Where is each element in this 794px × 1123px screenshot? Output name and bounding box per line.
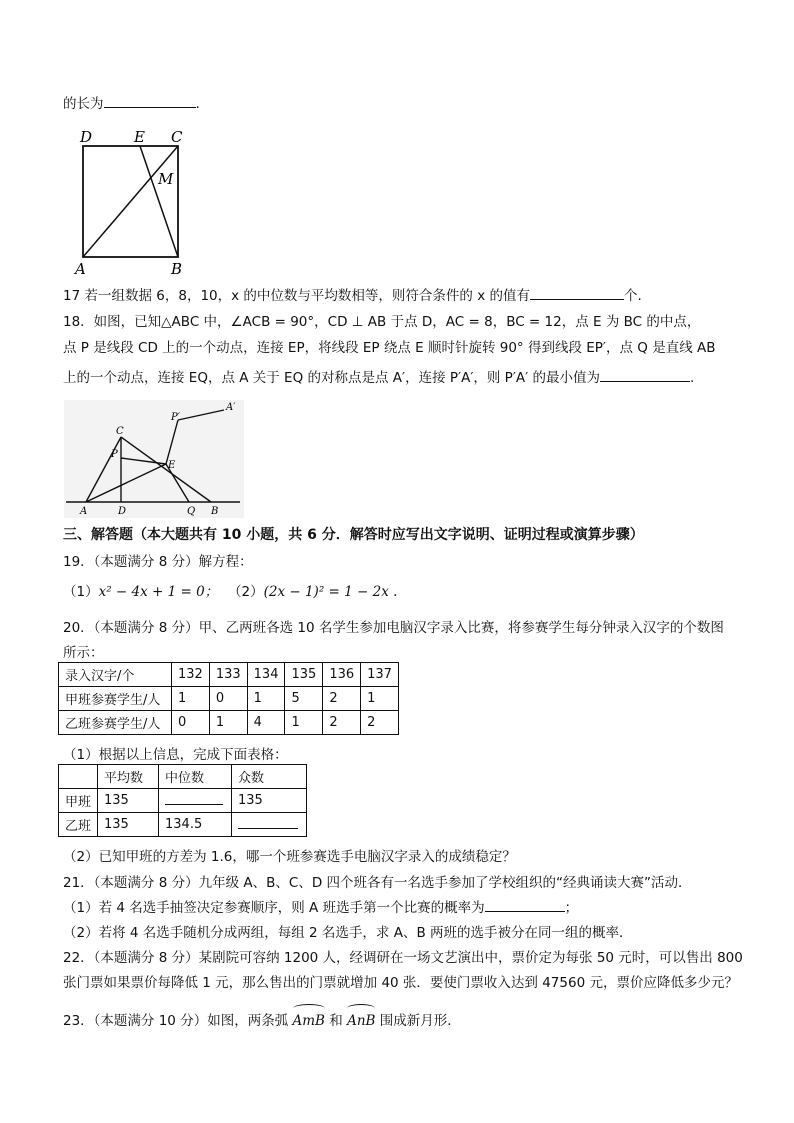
table-cell: 4 bbox=[247, 711, 285, 735]
table-header-row bbox=[59, 765, 307, 789]
mean-cell: 135 bbox=[98, 789, 159, 813]
label-q: Q bbox=[187, 506, 196, 517]
table-cell: 1 bbox=[209, 711, 247, 735]
diagonal-ac bbox=[83, 146, 178, 257]
mode-cell: 135 bbox=[232, 789, 307, 813]
median-cell: 134.5 bbox=[159, 813, 232, 837]
table-header-cell: 133 bbox=[209, 663, 247, 687]
table-cell: 2 bbox=[361, 711, 399, 735]
label-a-prime: A′ bbox=[226, 402, 236, 413]
row-label: 甲班 bbox=[59, 789, 98, 813]
question-22-line-1: 22．（本题满分 8 分）某剧院可容纳 1200 人，经调研在一场文艺演出中，票价定为每张 50 元时，可以售出 800 bbox=[63, 950, 743, 966]
question-20-part-2: （2）已知甲班的方差为 1.6，哪一个班参赛选手电脑汉字录入的成绩稳定？ bbox=[63, 849, 516, 865]
label-c: C bbox=[116, 426, 124, 437]
table-cell: 2 bbox=[323, 687, 361, 711]
table-header-cell bbox=[59, 765, 98, 789]
question-19-intro: 19．（本题满分 8 分）解方程： bbox=[63, 554, 253, 570]
median-cell bbox=[159, 789, 232, 813]
table-cell: 0 bbox=[209, 687, 247, 711]
table-cell: 1 bbox=[247, 687, 285, 711]
question-22-line-2: 张门票如果票价每降低 1 元，那么售出的门票就增加 40 张．要使门票收入达到 47560 元，票价应降低多少元？ bbox=[63, 975, 738, 991]
figure-rectangle-abcd bbox=[70, 128, 190, 278]
arc-anb: AnB bbox=[347, 1013, 375, 1029]
label-p-prime: P′ bbox=[171, 412, 180, 423]
arc-amb: AmB bbox=[293, 1013, 325, 1029]
section-heading: 三、解答题（本大题共有 10 小题，共 6 分．解答时应写出文字说明、证明过程或演算步骤） bbox=[63, 527, 644, 543]
question-23: 23．（本题满分 10 分）如图，两条弧 AmB 和 AnB 围成新月形． bbox=[63, 1009, 461, 1029]
table-header-label: 录入汉字/个 bbox=[59, 663, 172, 687]
segment-eb bbox=[140, 146, 178, 257]
table-cell: 1 bbox=[285, 711, 323, 735]
table-header-cell: 136 bbox=[323, 663, 361, 687]
label-a: A bbox=[75, 260, 86, 278]
mode-cell bbox=[232, 813, 307, 837]
label-m: M bbox=[158, 170, 174, 188]
table-cell: 1 bbox=[172, 687, 210, 711]
statistics-table bbox=[58, 764, 307, 837]
table-row bbox=[59, 813, 307, 837]
label-d: D bbox=[80, 128, 93, 146]
arc-mark-icon bbox=[347, 1004, 375, 1013]
label-e: E bbox=[168, 460, 176, 471]
answer-blank bbox=[238, 816, 298, 829]
question-18-line-2: 点 P 是线段 CD 上的一个动点，连接 EP，将线段 EP 绕点 E 顺时针旋转 90° 得到线段 EP′，点 Q 是直线 AB bbox=[63, 340, 716, 356]
question-18-line-3: 上的一个动点，连接 EQ，点 A 关于 EQ 的对称点是点 A′，连接 P′A′，则 P′A′ 的最小值为 . bbox=[63, 370, 695, 386]
table-header-row bbox=[59, 663, 399, 687]
question-21-part-1: （1）若 4 名选手抽签决定参赛顺序，则 A 班选手第一个比赛的概率为 ； bbox=[63, 900, 579, 916]
row-label: 乙班参赛学生/人 bbox=[59, 711, 172, 735]
question-19-part-2: （2）(2x − 1)² = 1 − 2x . bbox=[228, 584, 398, 600]
answer-blank bbox=[485, 899, 565, 912]
question-21-intro: 21．（本题满分 8 分）九年级 A、B、C、D 四个班各有一名选手参加了学校组织的“经典诵读大赛”活动． bbox=[63, 875, 692, 891]
table-header-cell: 平均数 bbox=[98, 765, 159, 789]
table-row bbox=[59, 687, 399, 711]
arc-mark-icon bbox=[293, 1004, 325, 1013]
table-header-cell: 132 bbox=[172, 663, 210, 687]
table-cell: 2 bbox=[323, 711, 361, 735]
label-e: E bbox=[134, 128, 145, 146]
question-21-part-2: （2）若将 4 名选手随机分成两组，每组 2 名选手，求 A、B 两班的选手被分在同一组的概率． bbox=[63, 925, 633, 941]
table-cell: 5 bbox=[285, 687, 323, 711]
label-d: D bbox=[118, 506, 127, 517]
question-19-part-1: （1）x² − 4x + 1 = 0； bbox=[63, 584, 219, 600]
label-b: B bbox=[171, 260, 183, 278]
row-label: 乙班 bbox=[59, 813, 98, 837]
table-header-cell: 137 bbox=[361, 663, 399, 687]
label-a: A bbox=[80, 506, 88, 517]
table-row bbox=[59, 789, 307, 813]
table-header-cell: 135 bbox=[285, 663, 323, 687]
question-18-line-1: 18．如图，已知△ABC 中，∠ACB = 90°，CD ⊥ AB 于点 D，AC = 8，BC = 12，点 E 为 BC 的中点， bbox=[63, 314, 701, 330]
row-label: 甲班参赛学生/人 bbox=[59, 687, 172, 711]
q16-line: 的长为 . bbox=[63, 96, 200, 112]
question-20-line-2: 所示： bbox=[63, 645, 104, 661]
score-table bbox=[58, 662, 399, 735]
label-c: C bbox=[171, 128, 183, 146]
answer-blank bbox=[165, 792, 223, 805]
table-header-cell: 众数 bbox=[232, 765, 307, 789]
answer-blank bbox=[600, 369, 690, 382]
answer-blank bbox=[104, 95, 196, 108]
label-b: B bbox=[211, 506, 219, 517]
question-17: 17 若一组数据 6，8，10，x 的中位数与平均数相等，则符合条件的 x 的值有 个. bbox=[63, 288, 642, 304]
table-row bbox=[59, 711, 399, 735]
figure-triangle-abc bbox=[64, 400, 244, 518]
table-cell: 1 bbox=[361, 687, 399, 711]
question-20-line-1: 20．（本题满分 8 分）甲、乙两班各选 10 名学生参加电脑汉字录入比赛，将参赛学生每分钟录入汉字的个数图 bbox=[63, 620, 724, 636]
table-cell: 0 bbox=[172, 711, 210, 735]
table-header-cell: 134 bbox=[247, 663, 285, 687]
mean-cell: 135 bbox=[98, 813, 159, 837]
question-20-part-1: （1）根据以上信息，完成下面表格： bbox=[63, 747, 288, 763]
label-p: P bbox=[111, 449, 118, 460]
answer-blank bbox=[530, 287, 624, 300]
table-header-cell: 中位数 bbox=[159, 765, 232, 789]
